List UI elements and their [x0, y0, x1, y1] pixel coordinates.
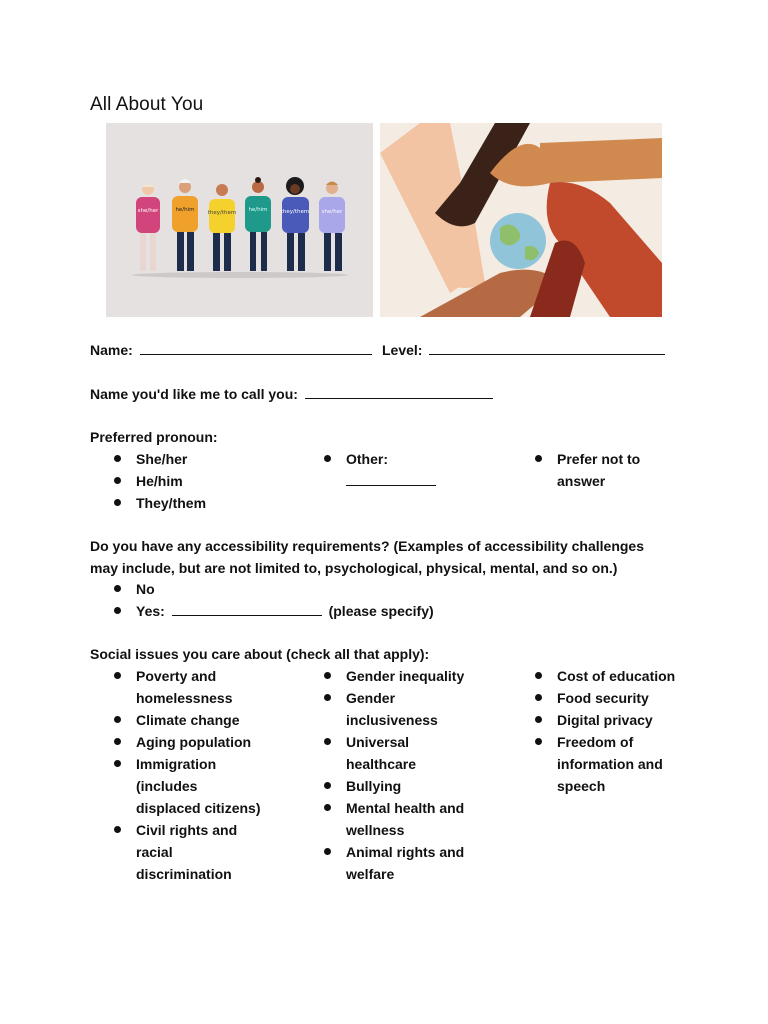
globe-icon — [490, 213, 546, 269]
other-pronoun-field[interactable] — [346, 470, 436, 486]
social-issue-option[interactable]: Climate change — [114, 709, 264, 731]
social-issue-option[interactable]: Cost of education — [535, 665, 685, 687]
sweater-label-2: he/him — [175, 207, 195, 213]
sweater-label-1: she/her — [137, 208, 159, 214]
social-issue-option[interactable]: Digital privacy — [535, 709, 685, 731]
pronoun-list-col2 — [324, 448, 514, 492]
social-issue-option[interactable]: Freedom of information and speech — [535, 731, 685, 797]
social-issue-option[interactable]: Animal rights and welfare — [324, 841, 474, 885]
person-5 — [281, 177, 310, 271]
pronoun-list-col3 — [535, 448, 675, 492]
callname-field[interactable] — [305, 383, 493, 399]
sweater-label-3: they/them — [207, 210, 237, 216]
social-list-col1 — [114, 665, 264, 885]
pronoun-heading: Preferred pronoun: — [90, 429, 218, 445]
social-issue-option[interactable]: Food security — [535, 687, 685, 709]
pronoun-people-illustration — [106, 123, 373, 317]
social-issue-option[interactable]: Immigration (includes displaced citizens) — [114, 753, 264, 819]
accessibility-option-yes[interactable] — [114, 600, 514, 622]
name-row — [90, 339, 372, 361]
social-issue-option[interactable]: Gender inequality — [324, 665, 474, 687]
pronoun-option[interactable]: She/her — [114, 448, 304, 470]
social-issue-option[interactable]: Mental health and wellness — [324, 797, 474, 841]
sweater-label-4: he/him — [248, 207, 268, 213]
name-field[interactable] — [140, 339, 372, 355]
social-issue-option[interactable]: Gender inclusiveness — [324, 687, 474, 731]
social-heading: Social issues you care about (check all that apply): — [90, 646, 430, 662]
level-field[interactable] — [429, 339, 665, 355]
page-title: All About You — [90, 94, 204, 115]
other-label: Other: — [346, 451, 388, 467]
level-label: Level: — [382, 342, 423, 358]
hands-globe-illustration — [380, 123, 662, 317]
person-1 — [136, 183, 160, 271]
pronoun-option-prefer-not[interactable]: Prefer not to answer — [535, 448, 675, 492]
level-row — [382, 339, 665, 361]
social-list-col3 — [535, 665, 685, 797]
accessibility-specify-field[interactable] — [172, 600, 322, 616]
pronoun-list-col1 — [114, 448, 304, 514]
social-issue-option[interactable]: Aging population — [114, 731, 264, 753]
social-issue-option[interactable]: Poverty and homelessness — [114, 665, 264, 709]
pronoun-option[interactable]: He/him — [114, 470, 304, 492]
sweater-label-6: she/her — [321, 209, 343, 215]
social-issue-option[interactable]: Civil rights and racial discrimination — [114, 819, 264, 885]
social-issue-option[interactable]: Bullying — [324, 775, 474, 797]
callname-label: Name you'd like me to call you: — [90, 386, 298, 402]
accessibility-options — [114, 578, 514, 622]
yes-label: Yes: — [136, 603, 165, 619]
pronoun-option[interactable]: They/them — [114, 492, 304, 514]
person-3 — [208, 184, 237, 271]
person-2 — [172, 179, 198, 271]
specify-note: (please specify) — [328, 603, 434, 619]
pronoun-option-other[interactable] — [324, 448, 514, 492]
sweater-label-5: they/them — [280, 209, 310, 215]
callname-row — [90, 383, 493, 405]
name-label: Name: — [90, 342, 133, 358]
person-6 — [319, 182, 345, 272]
person-4 — [245, 177, 271, 271]
social-issue-option[interactable]: Universal healthcare — [324, 731, 474, 775]
accessibility-option-no[interactable]: No — [114, 578, 514, 600]
social-list-col2 — [324, 665, 474, 885]
accessibility-question: Do you have any accessibility requirements? (Examples of accessibility challenges may include, but are not limited to, psychological, physical, mental, and so on.) — [90, 538, 645, 576]
